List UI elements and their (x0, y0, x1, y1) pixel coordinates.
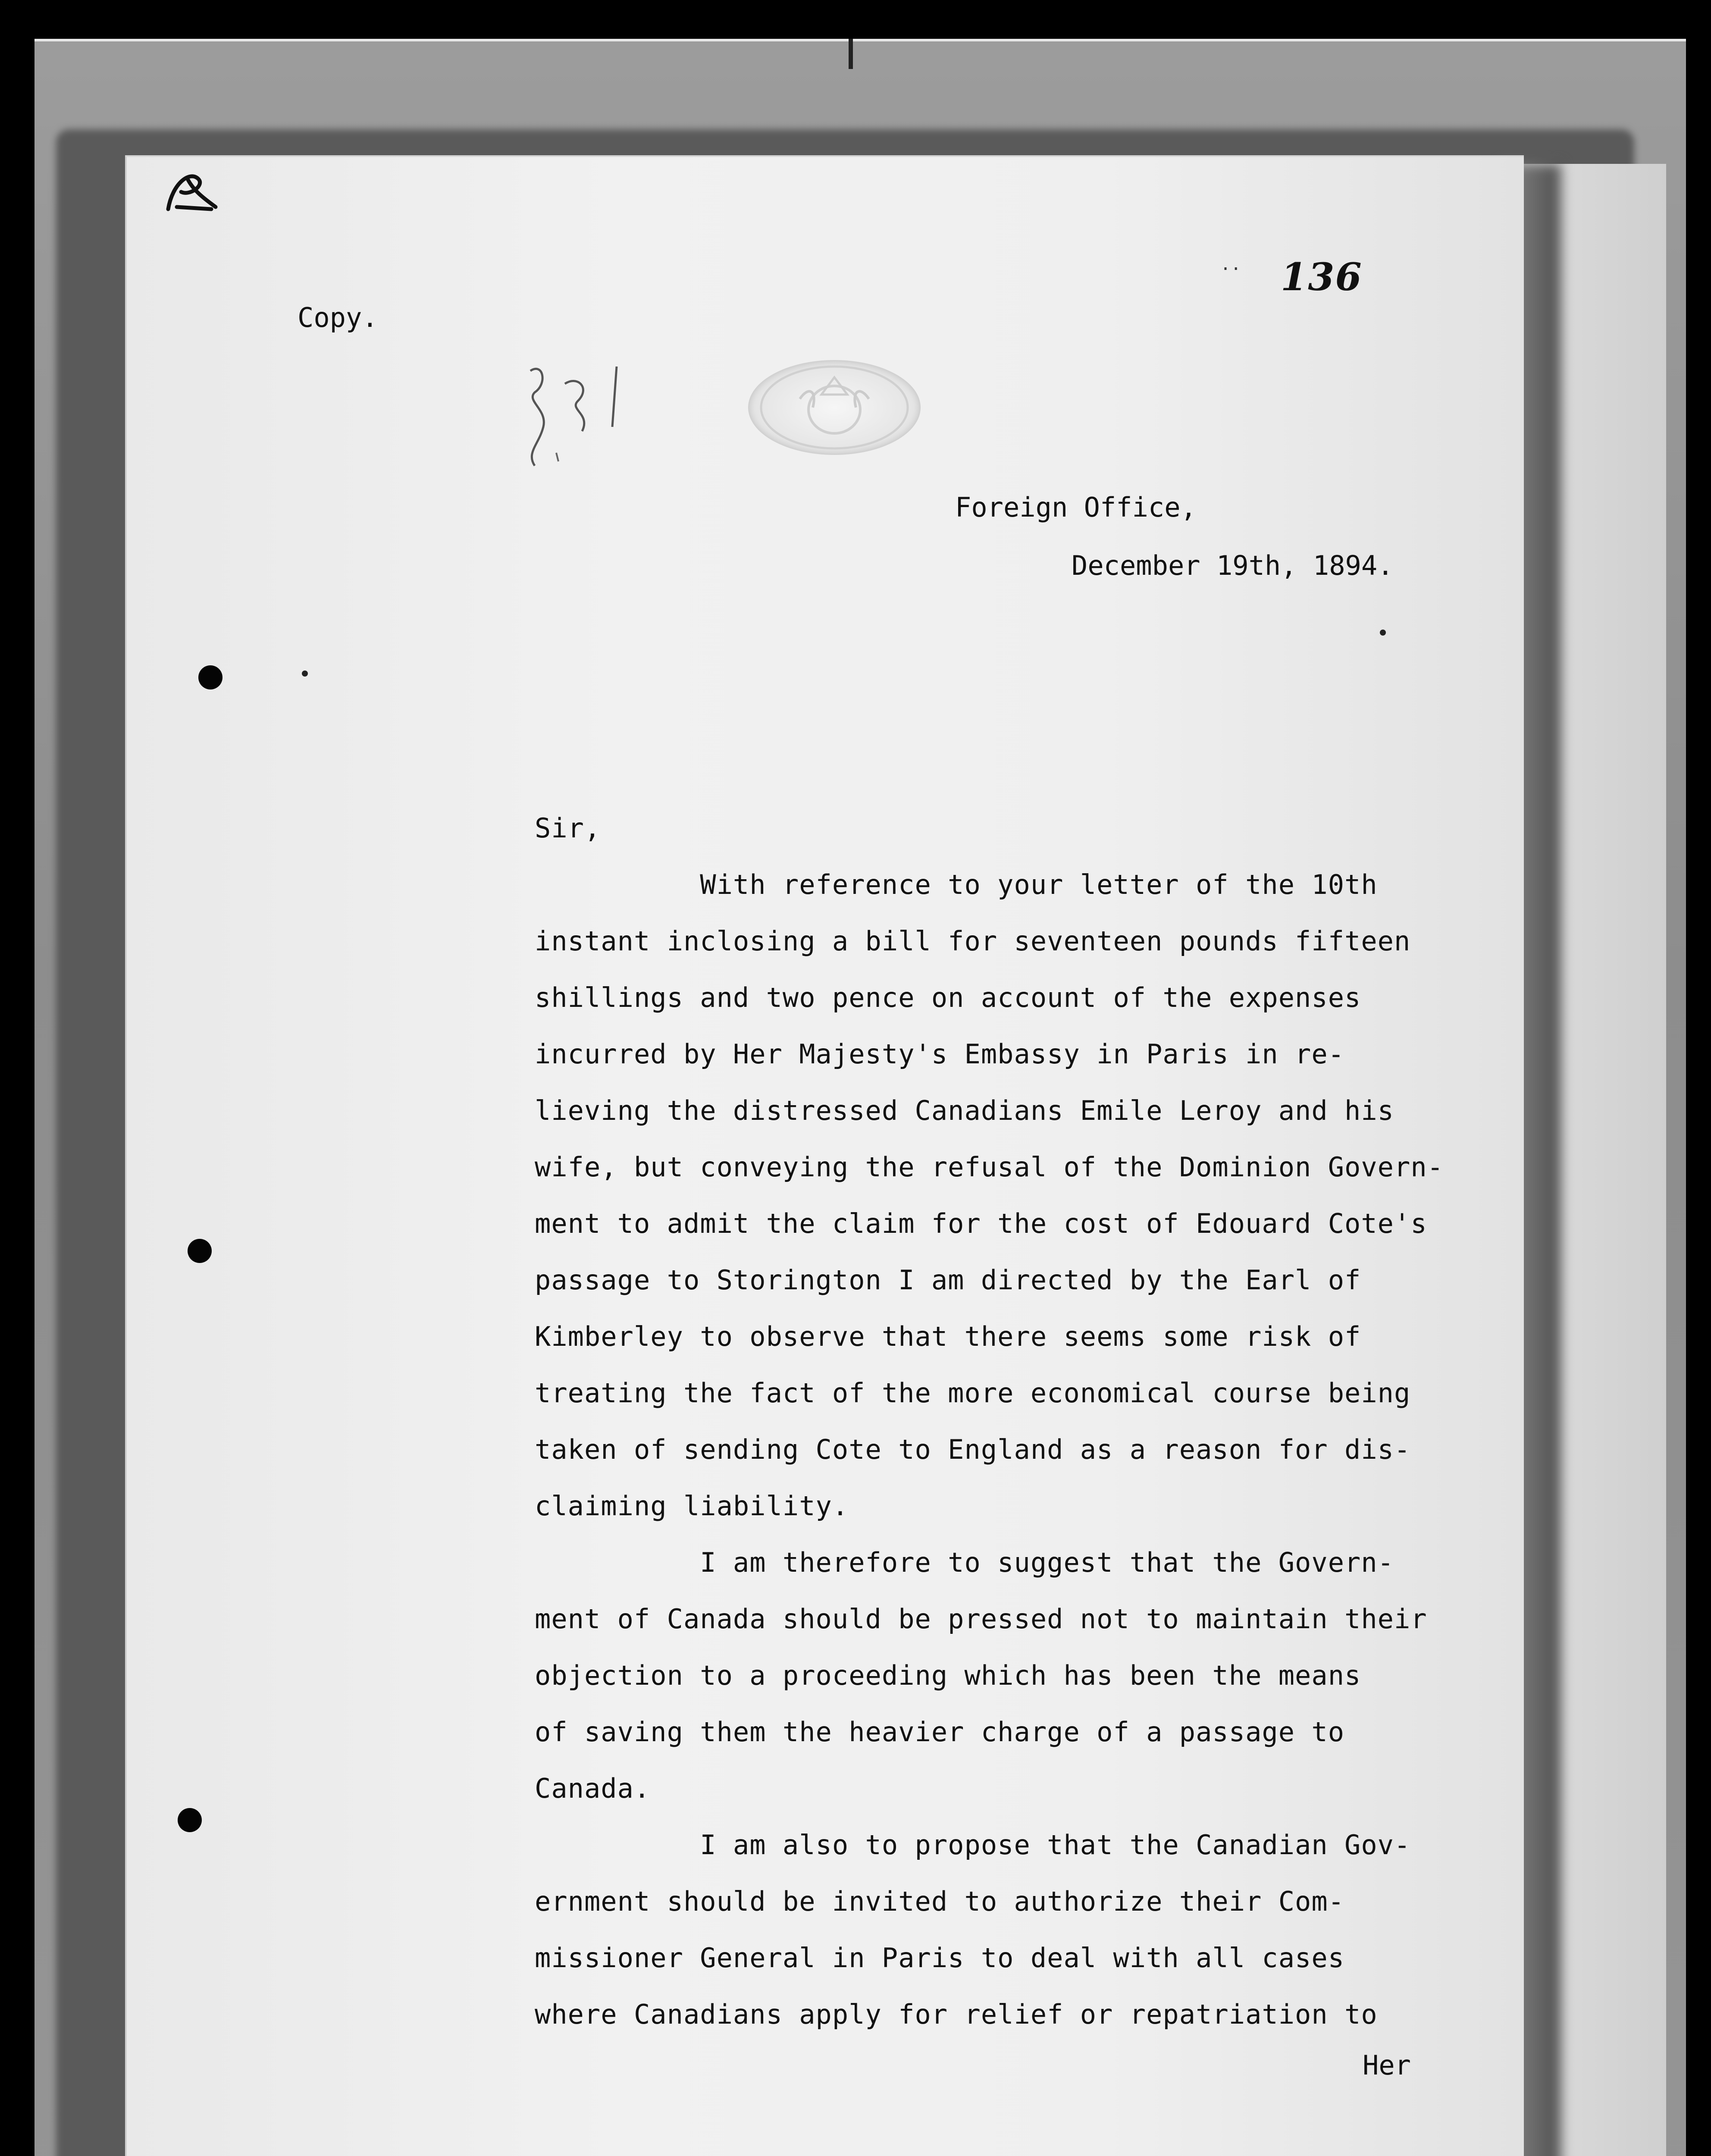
body-line: I am also to propose that the Canadian Gov- (535, 1829, 1411, 1861)
body-line: missioner General in Paris to deal with all cases (535, 1942, 1345, 1974)
body-line: I am therefore to suggest that the Govern- (535, 1547, 1394, 1578)
body-line: where Canadians apply for relief or repatriation to (535, 1999, 1378, 2030)
body-line: treating the fact of the more economical course being (535, 1377, 1411, 1409)
page-number: 136 (1281, 254, 1363, 299)
catchword: Her (1363, 2049, 1411, 2081)
body-line: instant inclosing a bill for seventeen pounds fifteen (535, 925, 1411, 957)
paper-speck (302, 671, 308, 677)
body-line: Sir, (535, 812, 601, 844)
paper-speck (1380, 630, 1386, 636)
letter-date: December 19th, 1894. (1072, 550, 1394, 581)
body-line: Canada. (535, 1773, 651, 1804)
body-line: With reference to your letter of the 10th (535, 869, 1378, 900)
body-line: Kimberley to observe that there seems some risk of (535, 1321, 1361, 1352)
body-line: objection to a proceeding which has been the means (535, 1660, 1361, 1691)
sender-office: Foreign Office, (955, 492, 1197, 523)
letter-body (535, 800, 1449, 2043)
body-line: ment to admit the claim for the cost of Edouard Cote's (535, 1208, 1427, 1239)
punch-hole (188, 1239, 212, 1263)
frame-tick (849, 39, 853, 69)
body-line: wife, but conveying the refusal of the Dominion Govern- (535, 1151, 1444, 1183)
punch-hole (198, 665, 222, 689)
body-line: passage to Storington I am directed by the Earl of (535, 1264, 1361, 1296)
body-line: claiming liability. (535, 1490, 849, 1522)
body-line: incurred by Her Majesty's Embassy in Paris in re- (535, 1038, 1345, 1070)
page-number-dots: .. (1220, 254, 1241, 274)
archival-stamp-icon (164, 166, 220, 218)
pencil-notation-icon (517, 354, 655, 483)
body-line: lieving the distressed Canadians Emile Leroy and his (535, 1095, 1394, 1126)
punch-hole (178, 1808, 202, 1832)
body-line: taken of sending Cote to England as a reason for dis- (535, 1434, 1411, 1465)
copy-label: Copy. (298, 302, 378, 333)
body-line: shillings and two pence on account of the expenses (535, 982, 1361, 1013)
body-line: of saving them the heavier charge of a passage to (535, 1716, 1345, 1748)
embossed-seal-icon (748, 360, 921, 455)
body-line: ment of Canada should be pressed not to maintain their (535, 1603, 1427, 1635)
body-line: ernment should be invited to authorize their Com- (535, 1886, 1345, 1917)
